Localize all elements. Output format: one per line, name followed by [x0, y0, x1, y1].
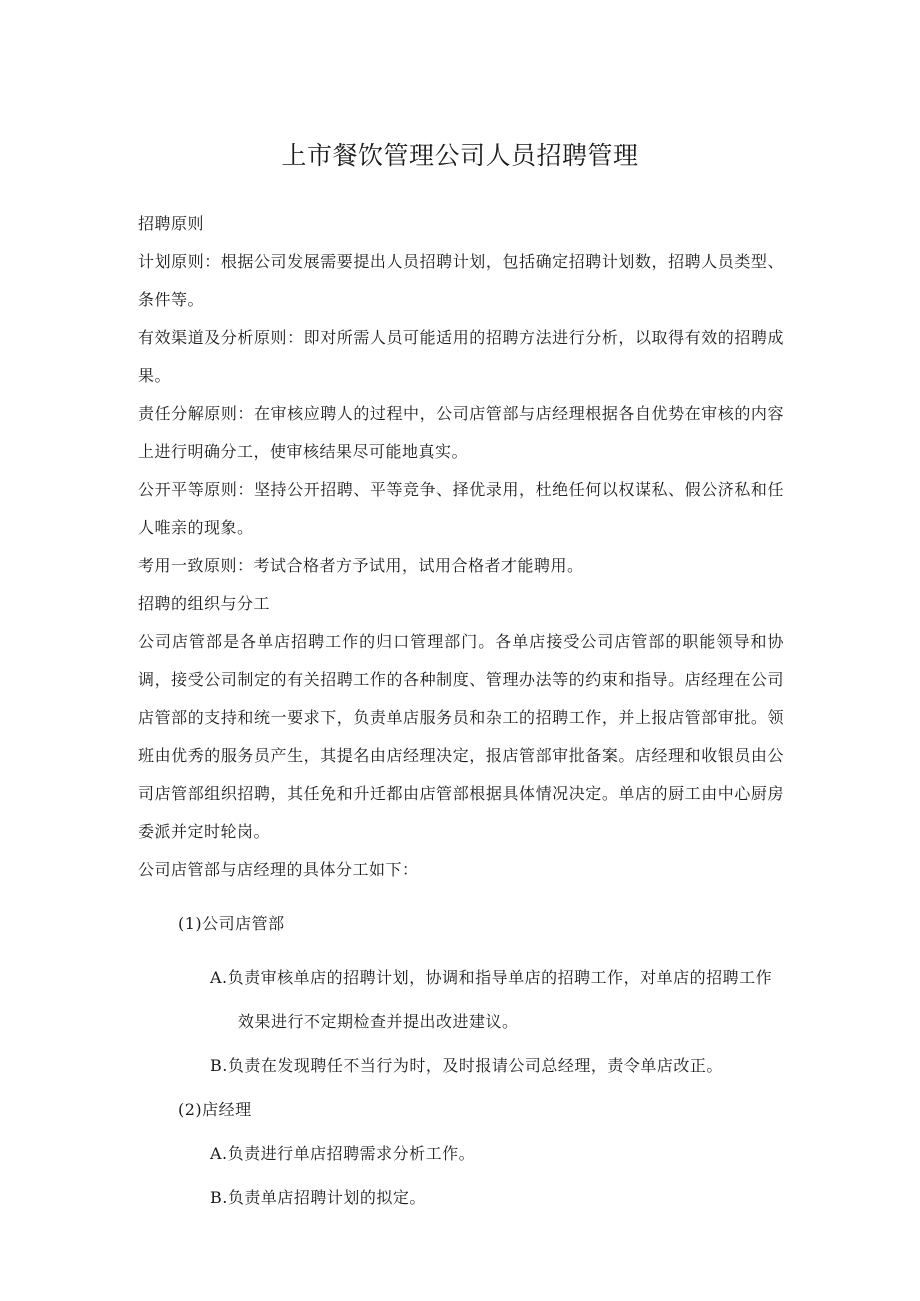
document-title: 上市餐饮管理公司人员招聘管理 [281, 141, 639, 170]
list-item: A.负责进行单店招聘需求分析工作。 [210, 1144, 476, 1163]
principle-paragraph: 计划原则：根据公司发展需要提出人员招聘计划，包括确定招聘计划数，招聘人员类型、条件等。 [138, 252, 784, 309]
principle-paragraph: 责任分解原则：在审核应聘人的过程中，公司店管部与店经理根据各自优势在审核的内容上进行明确分工，使审核结果尽可能地真实。 [138, 404, 784, 461]
section-heading-organization: 招聘的组织与分工 [138, 594, 271, 613]
principle-paragraph: 有效渠道及分析原则：即对所需人员可能适用的招聘方法进行分析，以取得有效的招聘成果。 [138, 328, 784, 385]
list-item: A.负责审核单店的招聘计划，协调和指导单店的招聘工作，对单店的招聘工作效果进行不定期检查并提出改进建议。 [210, 968, 773, 1031]
group-heading-store-management: (1)公司店管部 [178, 914, 285, 933]
group-heading-store-manager: (2)店经理 [178, 1100, 252, 1119]
principle-paragraph: 考用一致原则：考试合格者方予试用，试用合格者才能聘用。 [138, 556, 584, 575]
division-groups [138, 902, 784, 1220]
principles-list [138, 243, 784, 889]
list-item: B.负责单店招聘计划的拟定。 [210, 1188, 426, 1207]
organization-paragraph: 公司店管部是各单店招聘工作的归口管理部门。各单店接受公司店管部的职能领导和协调，接受公司制定的有关招聘工作的各种制度、管理办法等的约束和指导。店经理在公司店管部的支持和统一要求下，负责单店服务员和杂工的招聘工作，并上报店管部审批。领班由优秀的服务员产生，其提名由店经理决定，报店管部审批备案。店经理和收银员由公司店管部组织招聘，其任免和升迁都由店管部根据具体情况决定。单店的厨工由中心厨房委派并定时轮岗。 [138, 632, 784, 841]
section-heading-principles: 招聘原则 [138, 214, 205, 233]
list-item: B.负责在发现聘任不当行为时，及时报请公司总经理，责令单店改正。 [210, 1056, 723, 1075]
division-intro: 公司店管部与店经理的具体分工如下： [138, 860, 419, 879]
principle-paragraph: 公开平等原则：坚持公开招聘、平等竞争、择优录用，杜绝任何以权谋私、假公济私和任人唯亲的现象。 [138, 480, 784, 537]
